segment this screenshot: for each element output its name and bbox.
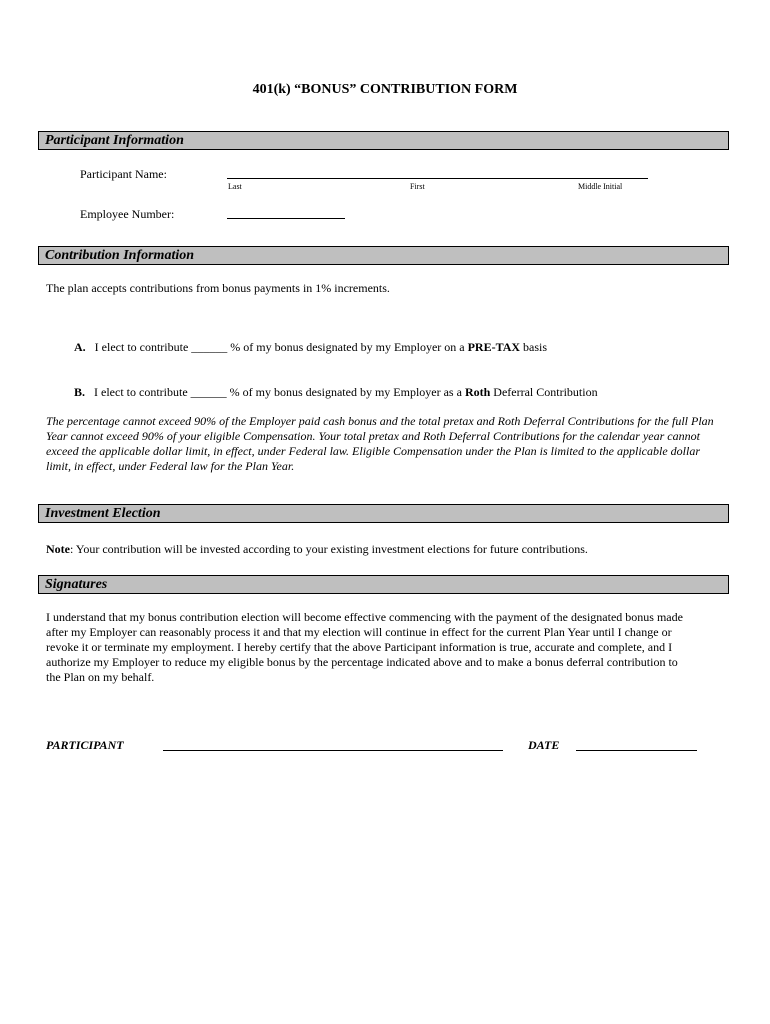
paragraph-line: revoke it or terminate my employment. I hereby certify that the above Participant information is true, accurate and complete, and I — [46, 640, 673, 654]
participant-name-label: Participant Name: — [80, 167, 167, 181]
option-a-bold: PRE-TAX — [467, 340, 521, 354]
option-b-letter: B. — [74, 385, 86, 399]
limit-line: exceed the applicable dollar limit, in effect, under Federal law. Eligible Compensation under the Plan is limited to the applicable dollar — [46, 444, 700, 458]
sub-label-middle-initial: Middle Initial — [578, 182, 623, 191]
participant-name-line[interactable] — [227, 178, 648, 179]
section-contribution-information — [38, 246, 729, 265]
option-b-text: I elect to contribute ______ % of my bonus designated by my Employer as a — [94, 385, 465, 399]
option-a[interactable] — [68, 325, 547, 355]
section-heading: Investment Election — [45, 506, 161, 521]
section-participant-information — [38, 131, 729, 150]
sub-label-first: First — [410, 182, 425, 191]
option-b-bold: Roth — [464, 385, 491, 399]
paragraph-line: the Plan on my behalf. — [46, 670, 155, 684]
paragraph-line: authorize my Employer to reduce my eligible bonus by the percentage indicated above and to make a bonus deferral contribution to — [46, 655, 678, 669]
paragraph-line: after my Employer can reasonably process it and that my election will continue in effect for the current Plan Year until I change or — [46, 625, 672, 639]
participant-signature-line[interactable] — [163, 750, 503, 751]
section-investment-election — [38, 504, 729, 523]
contribution-intro: The plan accepts contributions from bonus payments in 1% increments. — [46, 281, 390, 295]
limit-line: The percentage cannot exceed 90% of the Employer paid cash bonus and the total pretax and Roth Deferral Contributions for the full Plan — [46, 414, 714, 428]
form-title: 401(k) “BONUS” CONTRIBUTION FORM — [252, 82, 518, 97]
option-a-post: basis — [520, 340, 548, 354]
employee-number-label: Employee Number: — [80, 207, 175, 221]
section-heading: Contribution Information — [45, 248, 195, 263]
paragraph-line: I understand that my bonus contribution election will become effective commencing with the payment of the designated bonus made — [46, 610, 683, 624]
section-signatures — [38, 575, 729, 594]
employee-number-line[interactable] — [227, 218, 345, 219]
participant-signature-label: PARTICIPANT — [46, 738, 124, 752]
limit-line: Year cannot exceed 90% of your eligible Compensation. Your total pretax and Roth Deferral Contributions for the calendar year cannot — [46, 429, 700, 443]
signatures-paragraph — [46, 610, 736, 685]
option-b-post: Deferral Contribution — [490, 385, 598, 399]
option-a-text: I elect to contribute ______ % of my bonus designated by my Employer on a — [94, 340, 468, 354]
sub-label-last: Last — [228, 182, 242, 191]
date-line[interactable] — [576, 750, 697, 751]
investment-note — [46, 542, 588, 557]
option-b[interactable] — [68, 370, 598, 400]
section-heading: Signatures — [45, 577, 108, 592]
contribution-limit-text — [46, 414, 751, 474]
limit-line: limit, in effect, under Federal law for the Plan Year. — [46, 459, 295, 473]
note-label: Note — [46, 542, 70, 556]
option-a-letter: A. — [74, 340, 86, 354]
note-text: : Your contribution will be invested according to your existing investment elections for future contributions. — [70, 542, 588, 556]
date-label: DATE — [528, 738, 560, 752]
section-heading: Participant Information — [45, 133, 184, 148]
